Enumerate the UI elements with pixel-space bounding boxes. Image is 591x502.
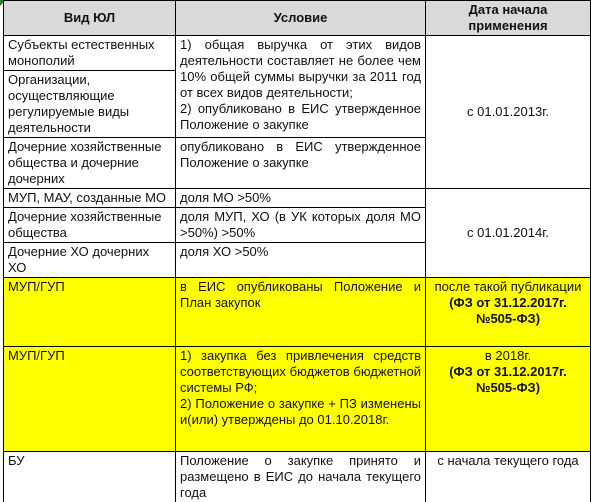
condition-ho-share: доля ХО >50% xyxy=(176,243,426,278)
condition-mo-share: доля МО >50% xyxy=(176,189,426,208)
entity-natural-monopolies: Субъекты естественных монополий xyxy=(4,36,176,71)
condition-item-1: 1) общая выручка от этих видов деятельности составляет не более чем 10% общей суммы выручки за 2011 год от всех видов деятельности; xyxy=(180,37,421,100)
entity-subsidiary-societies: Дочерние хозяйственные общества xyxy=(4,208,176,243)
date-2014: с 01.01.2014г. xyxy=(426,189,591,278)
header-row xyxy=(4,1,591,36)
entity-bu: БУ xyxy=(4,452,176,502)
date-after-publication xyxy=(426,278,591,347)
condition-regulation-before-year: Положение о закупке принято и размещено в ЕИС до начала текущего года xyxy=(176,452,426,502)
entity-subsidiary-of-subsidiary: Дочерние ХО дочерних ХО xyxy=(4,243,176,278)
entity-mup-gup-1: МУП/ГУП xyxy=(4,278,176,347)
condition-mup-ho-share: доля МУП, ХО (в УК которых доля МО >50%) >50% xyxy=(176,208,426,243)
document-body xyxy=(3,0,591,502)
table-row xyxy=(4,189,591,208)
procurement-applicability-table xyxy=(3,0,591,502)
table-row-highlighted xyxy=(4,278,591,347)
header-start-date: Дата начала применения xyxy=(426,1,591,36)
condition-eis-published-plan: в ЕИС опубликованы Положение и План закупок xyxy=(176,278,426,347)
header-entity-type: Вид ЮЛ xyxy=(4,1,176,36)
table-row xyxy=(4,452,591,502)
condition-item-2: 2) опубликовано в ЕИС утвержденное Положение о закупке xyxy=(180,101,421,132)
entity-mup-gup-2: МУП/ГУП xyxy=(4,347,176,452)
date-2013: с 01.01.2013г. xyxy=(426,36,591,189)
condition-revenue-share xyxy=(176,36,426,138)
date-current-year: с начала текущего года xyxy=(426,452,591,502)
date-2018-text: в 2018г. xyxy=(484,348,532,363)
table-row xyxy=(4,36,591,71)
date-2018 xyxy=(426,347,591,452)
condition-budget-free-procurement xyxy=(176,347,426,452)
table-row-highlighted xyxy=(4,347,591,452)
law-reference-1: (ФЗ от 31.12.2017г. №505-ФЗ) xyxy=(449,295,567,326)
condition-item-2: 2) Положение о закупке + ПЗ изменены и(или) утверждены до 01.10.2018г. xyxy=(180,396,421,427)
entity-mup-mau: МУП, МАУ, созданные МО xyxy=(4,189,176,208)
entity-regulated-organizations: Организации, осуществляющие регулируемые виды деятельности xyxy=(4,71,176,138)
date-after-publication-text: после такой публикации xyxy=(434,279,582,294)
entity-subsidiary-companies: Дочерние хозяйственные общества и дочерние дочерних xyxy=(4,138,176,189)
law-reference-2: (ФЗ от 31.12.2017г. №505-ФЗ) xyxy=(449,364,567,395)
condition-item-1: 1) закупка без привлечения средств соответствующих бюджетов бюджетной системы РФ; xyxy=(180,348,421,395)
condition-published-regulation: опубликовано в ЕИС утвержденное Положение о закупке xyxy=(176,138,426,189)
header-condition: Условие xyxy=(176,1,426,36)
